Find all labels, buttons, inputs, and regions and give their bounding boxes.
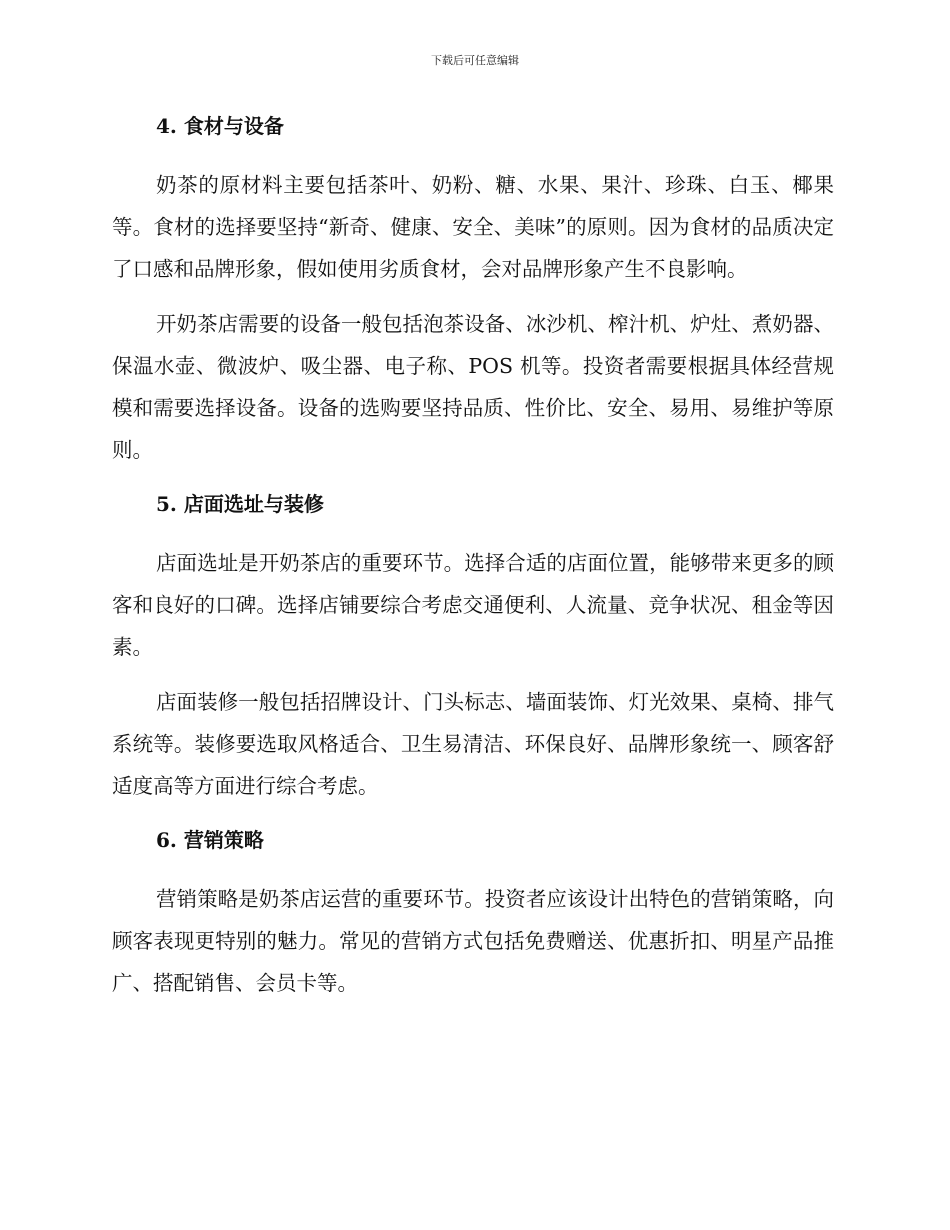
section-heading-location-decoration: 5. 店面选址与装修 <box>156 492 324 516</box>
paragraph-marketing: 营销策略是奶茶店运营的重要环节。投资者应该设计出特色的营销策略，向顾客表现更特别的魅力。常见的营销方式包括免费赠送、优惠折扣、明星产品推广、搭配销售、会员卡等。 <box>112 887 834 995</box>
page-header: 下载后可任意编辑 <box>431 54 519 67</box>
paragraph-decoration: 店面装修一般包括招牌设计、门头标志、墙面装饰、灯光效果、桌椅、排气系统等。装修要选取风格适合、卫生易清洁、环保良好、品牌形象统一、顾客舒适度高等方面进行综合考虑。 <box>112 690 834 798</box>
paragraph-location: 店面选址是开奶茶店的重要环节。选择合适的店面位置，能够带来更多的顾客和良好的口碑。选择店铺要综合考虑交通便利、人流量、竞争状况、租金等因素。 <box>112 551 834 659</box>
paragraph-equipment: 开奶茶店需要的设备一般包括泡茶设备、冰沙机、榨汁机、炉灶、煮奶器、保温水壶、微波炉、吸尘器、电子称、POS 机等。投资者需要根据具体经营规模和需要选择设备。设备的选购要坚持品质、性价比、安全、易用、易维护等原则。 <box>112 312 834 462</box>
paragraph-ingredients: 奶茶的原材料主要包括茶叶、奶粉、糖、水果、果汁、珍珠、白玉、椰果等。食材的选择要坚持“新奇、健康、安全、美味”的原则。因为食材的品质决定了口感和品牌形象，假如使用劣质食材，会对品牌形象产生不良影响。 <box>112 173 834 281</box>
section-heading-marketing: 6. 营销策略 <box>156 828 264 852</box>
section-heading-ingredients-equipment: 4. 食材与设备 <box>156 114 284 138</box>
document-body <box>112 106 834 1017</box>
